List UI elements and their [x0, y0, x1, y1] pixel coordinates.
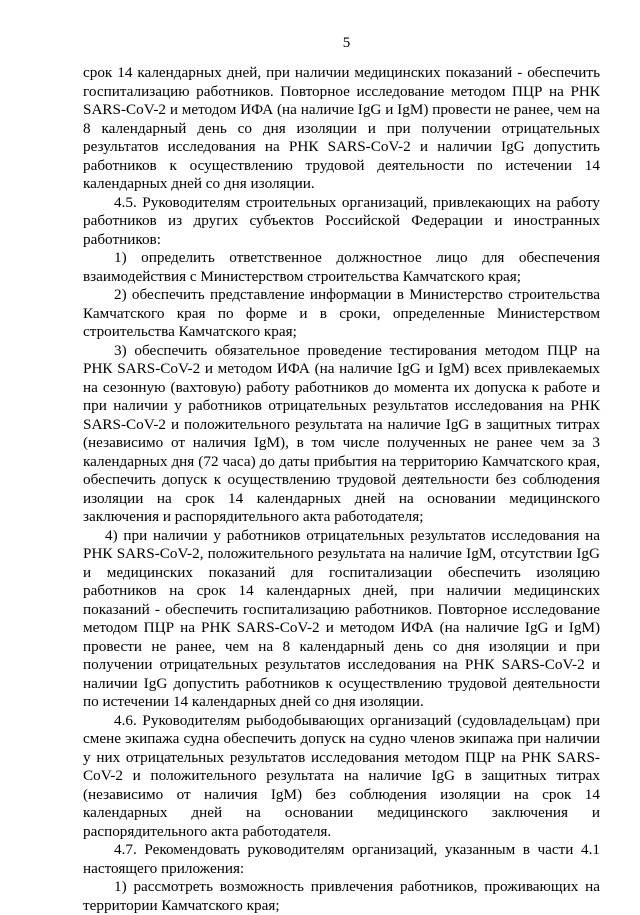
paragraph-4-5-item-4: 4) при наличии у работников отрицательных результатов исследования на РНК SARS-CoV-2, положительного результата на наличие IgM, отсутствии IgG и медицинских показаний для госпитализации обеспечить изоляцию работников на срок 14 календарных дней, при наличии медицинских показаний - обеспечить госпитализацию работников. Повторное исследование методом ПЦР на РНК SARS-CoV-2 и методом ИФА (на наличие IgG и IgM) провести не ранее, чем на 8 календарный день со дня изоляции и при получении отрицательных результатов исследования на РНК SARS-CoV-2 и наличии IgG допустить работников к осуществлению трудовой деятельности по истечении 14 календарных дней со дня изоляции. [83, 526, 600, 710]
paragraph-4-7-item-1: 1) рассмотреть возможность привлечения работников, проживающих на территории Камчатского края; [83, 878, 600, 914]
paragraph-continuation: срок 14 календарных дней, при наличии медицинских показаний - обеспечить госпитализацию работников. Повторное исследование методом ПЦР на РНК SARS-CoV-2 и методом ИФА (на наличие IgG и IgM) провести не ранее, чем на 8 календарный день со дня изоляции и при получении отрицательных результатов исследования на РНК SARS-CoV-2 и наличии IgG допустить работников к осуществлению трудовой деятельности по истечении 14 календарных дней со дня изоляции. [83, 64, 600, 192]
page-number: 5 [342, 35, 351, 51]
paragraph-4-5-item-1: 1) определить ответственное должностное лицо для обеспечения взаимодействия с Министерством строительства Камчатского края; [83, 249, 600, 285]
paragraph-4-6: 4.6. Руководителям рыбодобывающих организаций (судовладельцам) при смене экипажа судна обеспечить допуск на судно членов экипажа при наличии у них отрицательных результатов исследования методом ПЦР на РНК SARS-CoV-2 и положительного результата на наличие IgG в защитных титрах (независимо от наличия IgM) без соблюдения изоляции на срок 14 календарных дней на основании медицинского заключения и распорядительного акта работодателя. [83, 711, 600, 840]
paragraph-4-5-item-3: 3) обеспечить обязательное проведение тестирования методом ПЦР на РНК SARS-CoV-2 и методом ИФА (на наличие IgG и IgM) всех привлекаемых на сезонную (вахтовую) работу работников до момента их допуска к работе и при наличии у работников отрицательных результатов исследования на РНК SARS-CoV-2 и положительного результата на наличие IgG в защитных титрах (независимо от наличия IgM), в том числе полученных не ранее чем за 3 календарных дня (72 часа) до даты прибытия на территорию Камчатского края, обеспечить допуск к осуществлению трудовой деятельности без соблюдения изоляции на срок 14 календарных дней на основании медицинского заключения и распорядительного акта работодателя; [83, 341, 600, 525]
paragraph-4-5-item-2: 2) обеспечить представление информации в Министерство строительства Камчатского края по форме и в сроки, определенные Министерством строительства Камчатского края; [83, 286, 600, 340]
paragraph-4-7: 4.7. Рекомендовать руководителям организаций, указанным в части 4.1 настоящего приложения: [83, 841, 600, 877]
document-body [83, 64, 600, 915]
paragraph-4-5: 4.5. Руководителям строительных организаций, привлекающих на работу работников из других субъектов Российской Федерации и иностранных работников: [83, 193, 600, 248]
